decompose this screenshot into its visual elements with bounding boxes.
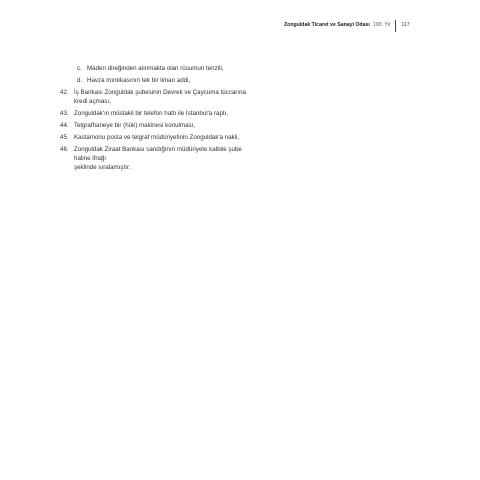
list-item [60,133,250,142]
list-marker: 42. [60,89,69,96]
list-text: Kastamonu posta ve telgraf müdüriyetinin Zonguldak'a nakli, [74,134,240,141]
list-marker: 45. [60,134,69,141]
page-header [284,20,410,32]
list-text: Zonguldak Ziraat Bankası sandığının müdüriyete kalbile şube haline ifrağı [74,146,242,162]
list-marker: c. [77,65,82,72]
list-marker: 44. [60,122,69,129]
list-item [60,109,250,118]
list-marker: 43. [60,110,69,117]
list-marker: 46. [60,146,69,153]
header-organization: Zonguldak Ticaret ve Sanayi Odası [284,22,370,29]
list-text: Havza mıntıkasının tek bir liman addi, [87,77,191,84]
page-number: 117 [401,22,410,29]
list-marker: d. [77,77,83,84]
page-body [60,64,250,172]
header-year: 100. Yıl [372,22,391,29]
list-item [60,88,250,106]
closing-text: şeklinde sıralamıştır. [74,164,131,171]
list-text: Maden direğinden alınmakta olan rüsumun tenzili, [87,65,224,72]
list-item [60,64,250,73]
list-text: Zonguldak'ın müstakil bir telefon hattı ile İstanbul'a raptı, [74,110,229,117]
header-divider [395,20,396,32]
list-item [60,121,250,130]
list-item [60,76,250,85]
list-item [60,145,250,172]
list-text: İş Bankası Zonguldak şubesinin Devrek ve Çaycuma tüccarına kredi açması, [74,89,246,105]
list-text: Telgrafhaneye bir (hük) makinesi konulması, [74,122,196,129]
